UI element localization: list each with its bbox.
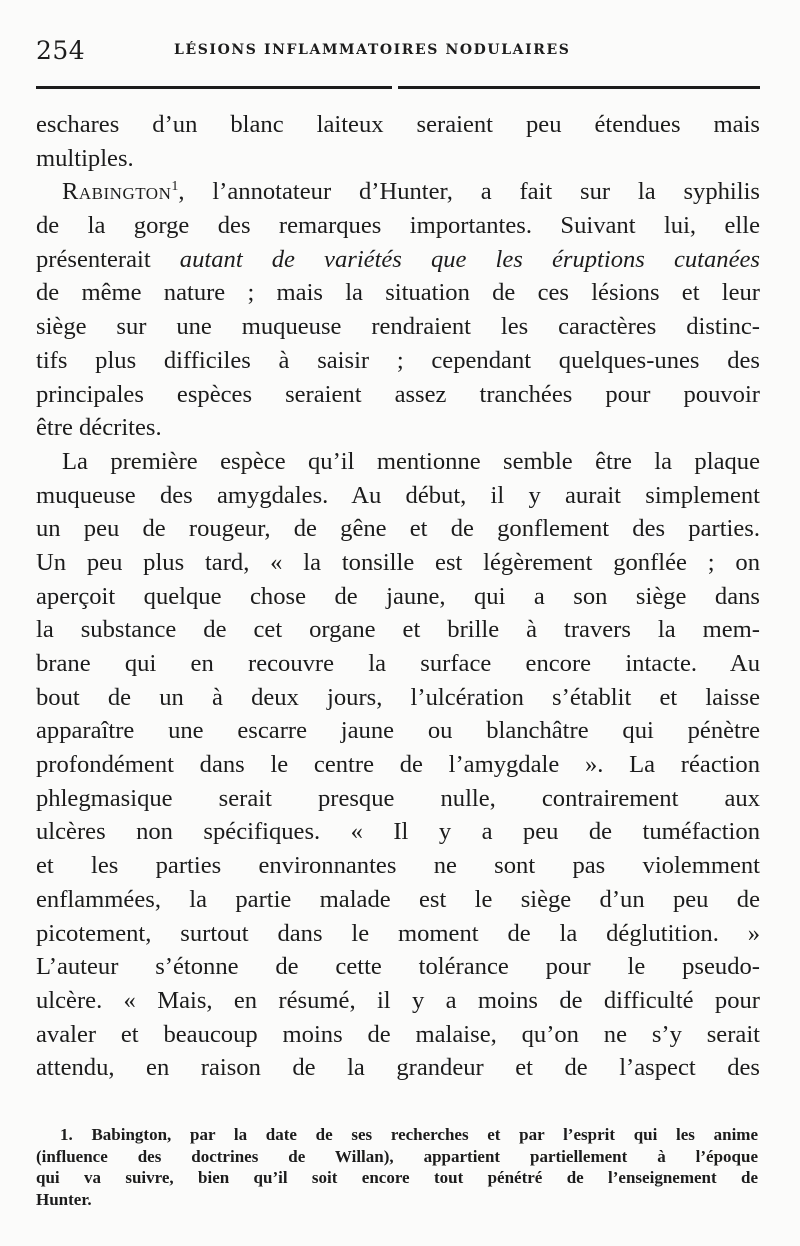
text-line: tifs plus difficiles à saisir ; cependant quelques-unes des — [36, 346, 760, 374]
text-line: ulcères non spécifiques. « Il y a peu de tuméfaction — [36, 818, 760, 846]
text-line: de même nature ; mais la situation de ces lésions et leur — [36, 279, 760, 307]
text-line: ulcère. « Mais, en résumé, il y a moins de difficulté pour — [36, 986, 760, 1014]
footnote-line: (influence des doctrines de Willan), appartient partiellement à l’époque — [36, 1146, 758, 1166]
text-line: principales espèces seraient assez tranchées pour pouvoir — [36, 380, 760, 408]
text-line: phlegmasique serait presque nulle, contrairement aux — [36, 784, 760, 812]
text-line: L’auteur s’étonne de cette tolérance pour le pseudo- — [36, 953, 760, 981]
text-fragment: , l’annotateur d’Hunter, a fait sur la syphilis — [178, 178, 760, 206]
footnote — [36, 1124, 758, 1210]
text-line: aperçoit quelque chose de jaune, qui a son siège dans — [36, 582, 760, 610]
text-line: la substance de cet organe et brille à travers la mem- — [36, 616, 760, 644]
footnote-marker: 1 — [171, 179, 179, 195]
text-line: multiples. — [36, 144, 134, 172]
text-line: et les parties environnantes ne sont pas violemment — [36, 852, 760, 880]
header-rule-left — [36, 86, 392, 89]
text-line: de la gorge des remarques importantes. Suivant lui, elle — [36, 212, 760, 240]
text-line: eschares d’un blanc laiteux seraient peu étendues mais — [36, 111, 760, 138]
author-name: Rabington — [62, 178, 172, 206]
text-fragment: présenterait — [36, 245, 180, 273]
text-line: apparaître une escarre jaune ou blanchâtre qui pénètre — [36, 717, 760, 745]
text-line: profondément dans le centre de l’amygdale ». La réaction — [36, 751, 760, 779]
text-line — [36, 175, 760, 209]
text-line: enflammées, la partie malade est le siège d’un peu de — [36, 885, 760, 913]
text-line: brane qui en recouvre la surface encore intacte. Au — [36, 650, 760, 677]
page-number: 254 — [36, 36, 86, 65]
text-line: picotement, surtout dans le moment de la déglutition. » — [36, 919, 760, 947]
footnote-line: 1. Babington, par la date de ses recherches et par l’esprit qui les anime — [60, 1125, 758, 1144]
text-line: avaler et beaucoup moins de malaise, qu’on ne s’y serait — [36, 1020, 760, 1048]
footnote-line: qui va suivre, bien qu’il soit encore tout pénétré de l’enseignement de — [36, 1168, 758, 1187]
text-line: muqueuse des amygdales. Au début, il y aurait simplement — [36, 481, 760, 509]
text-line: Un peu plus tard, « la tonsille est légèrement gonflée ; on — [36, 548, 760, 576]
text-line: siège sur une muqueuse rendraient les caractères distinc- — [36, 313, 760, 341]
text-line: un peu de rougeur, de gêne et de gonflement des parties. — [36, 515, 760, 543]
header-rule-right — [398, 86, 760, 89]
running-title: LÉSIONS INFLAMMATOIRES NODULAIRES — [174, 42, 571, 58]
text-line: attendu, en raison de la grandeur et de l’aspect des — [36, 1054, 760, 1082]
text-line: être décrites. — [36, 414, 162, 442]
page-header — [36, 36, 764, 68]
text-line — [36, 243, 760, 277]
text-line: bout de un à deux jours, l’ulcération s’établit et laisse — [36, 683, 760, 711]
text-line: La première espèce qu’il mentionne semble être la plaque — [62, 447, 760, 475]
italic-quote: autant de variétés que les éruptions cutanées — [179, 245, 760, 273]
footnote-line: Hunter. — [36, 1189, 92, 1209]
body-text — [36, 108, 760, 1085]
